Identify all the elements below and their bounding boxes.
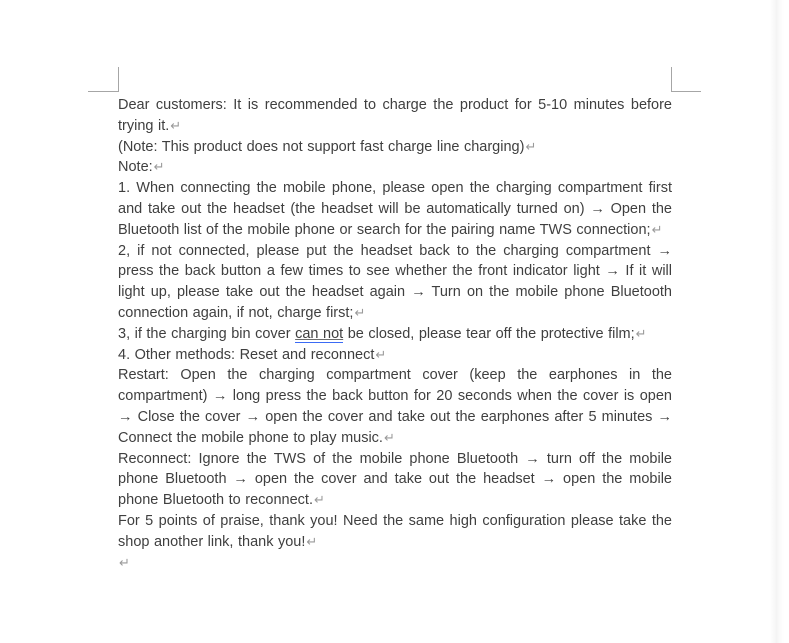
paragraph xyxy=(118,95,672,137)
document-text[interactable] xyxy=(118,95,672,573)
paragraph-mark: ↵ xyxy=(635,325,647,341)
paragraph xyxy=(118,137,672,158)
paragraph-mark: ↵ xyxy=(651,221,663,237)
text-boundary-mark-top-left-vertical xyxy=(118,67,119,92)
paragraph xyxy=(118,178,672,240)
paragraph-mark: ↵ xyxy=(306,533,318,549)
paragraph-mark: ↵ xyxy=(525,138,537,154)
page-edge-shadow xyxy=(770,0,784,643)
paragraph xyxy=(118,553,672,574)
paragraph-mark: ↵ xyxy=(119,554,130,570)
paragraph-mark: ↵ xyxy=(313,492,325,508)
paragraph xyxy=(118,511,672,553)
text-run: be closed, please tear off the protective film; xyxy=(343,325,635,342)
paragraph xyxy=(118,449,672,511)
text-run: Dear customers: It is recommended to charge the product for 5-10 minutes before trying it. xyxy=(118,97,672,134)
paragraph-mark: ↵ xyxy=(383,429,395,445)
text-run: 3, if the charging bin cover xyxy=(118,325,296,342)
text-run: Reconnect: Ignore the TWS of the mobile phone Bluetooth → turn off the mobile phone Bluetooth → open the cover and take out the headset → open the mobile phone Bluetooth to reconnect. xyxy=(118,450,672,509)
paragraph-mark: ↵ xyxy=(170,117,182,133)
paragraph-mark: ↵ xyxy=(375,346,387,362)
paragraph-mark: ↵ xyxy=(153,159,165,175)
grammar-flagged-text: can not xyxy=(295,325,344,342)
text-run: 4. Other methods: Reset and reconnect xyxy=(118,346,375,363)
paragraph-mark: ↵ xyxy=(354,304,366,320)
paragraph xyxy=(118,365,672,448)
text-run: Restart: Open the charging compartment cover (keep the earphones in the compartment) → long press the back button for 20 seconds when the cover is open → Close the cover → open the cover and take out the earphones after 5 minutes → Connect the mobile phone to play music. xyxy=(118,367,672,446)
paragraph xyxy=(118,241,672,324)
paragraph xyxy=(118,324,672,345)
text-run: Note: xyxy=(118,159,153,176)
text-boundary-mark-top-left-horizontal xyxy=(88,91,118,92)
text-run: For 5 points of praise, thank you! Need the same high configuration please take the shop another link, thank you! xyxy=(118,512,672,550)
text-run: 2, if not connected, please put the headset back to the charging compartment → press the back button a few times to see whether the front indicator light → If it will light up, please take out the headset again → Turn on the mobile phone Bluetooth connection again, if not, charge first; xyxy=(118,242,672,321)
text-boundary-mark-top-right-horizontal xyxy=(671,91,701,92)
paragraph xyxy=(118,345,672,366)
text-run: (Note: This product does not support fast charge line charging) xyxy=(118,138,525,155)
text-run: 1. When connecting the mobile phone, please open the charging compartment first and take out the headset (the headset will be automatically turned on) → Open the Bluetooth list of the mobile phone or search for the pairing name TWS connection; xyxy=(118,180,672,238)
paragraph xyxy=(118,157,672,178)
text-boundary-mark-top-right-vertical xyxy=(671,67,672,92)
